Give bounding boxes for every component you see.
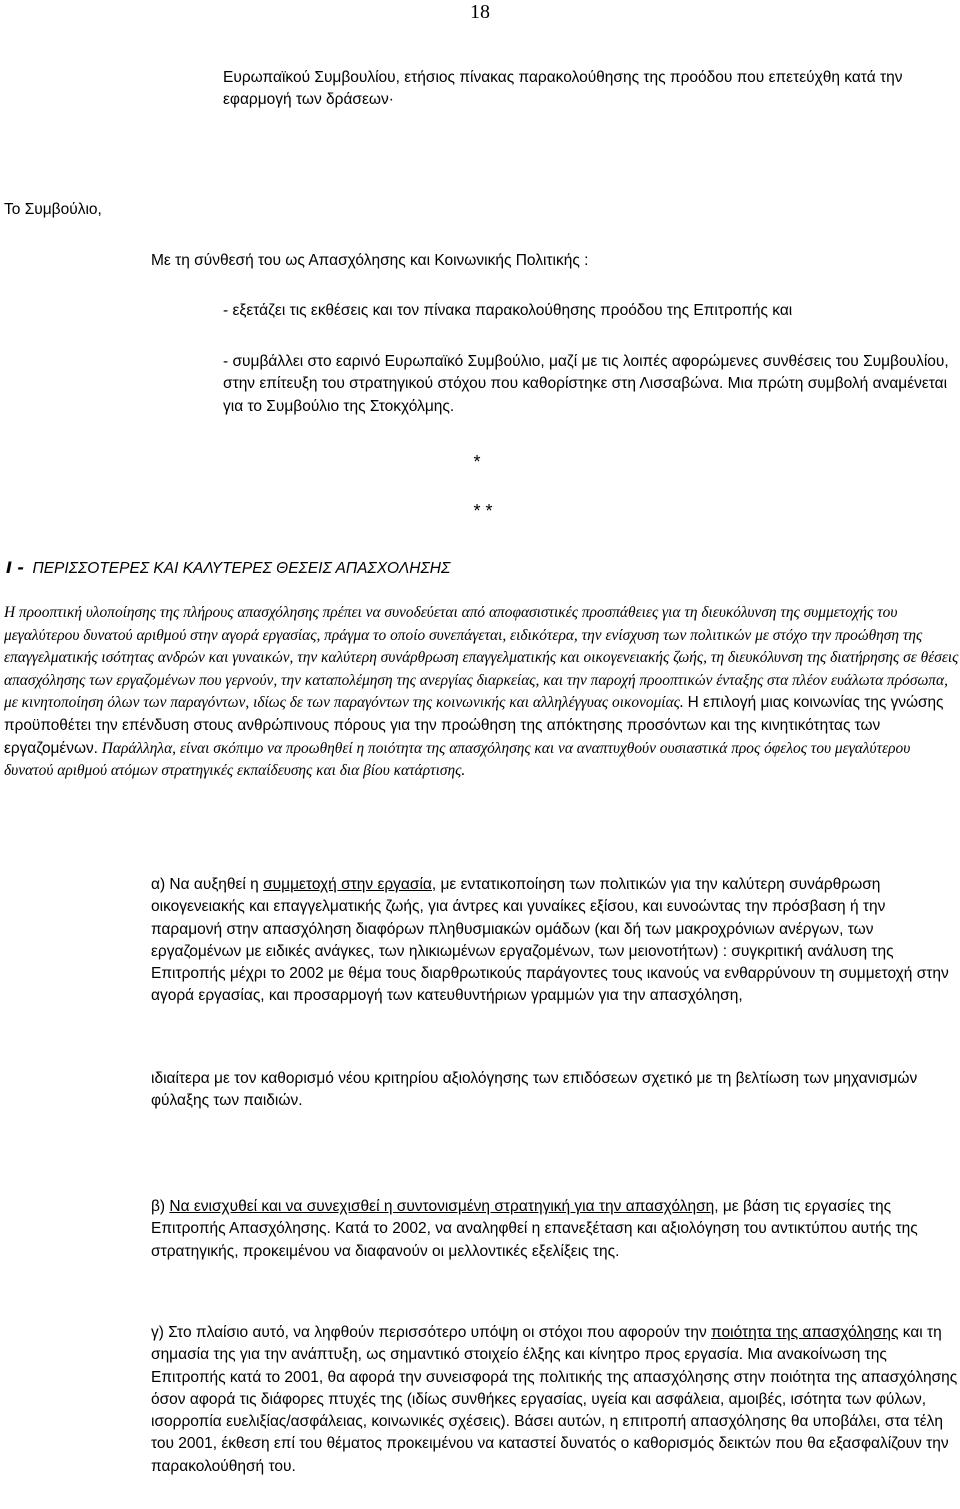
- item-a-paragraph: [151, 874, 958, 1008]
- section-title: ΠΕΡΙΣΣΟΤΕΡΕΣ ΚΑΙ ΚΑΛΥΤΕΡΕΣ ΘΕΣΕΙΣ ΑΠΑΣΧΟΛΗΣΗΣ: [32, 560, 451, 577]
- intro-paragraph: Ευρωπαϊκού Συμβουλίου, ετήσιος πίνακας παρακολούθησης της προόδου που επετεύχθη κατά την εφαρμογή των δράσεων·: [223, 69, 903, 109]
- item-a-prefix: α) Να αυξηθεί η: [151, 876, 264, 893]
- separator-asterisks: * *: [473, 501, 493, 521]
- item-b-prefix: β): [151, 1198, 170, 1215]
- item-a-continuation: ιδιαίτερα με τον καθορισμό νέου κριτηρίου αξιολόγησης των επιδόσεων σχετικό με τη βελτίωση των μηχανισμών φύλαξης των παιδιών.: [151, 1070, 918, 1110]
- section-number: I -: [6, 558, 25, 577]
- item-c-underlined: ποιότητα της απασχόλησης: [711, 1324, 899, 1341]
- item-b-rest: , με βάση τις εργασίες της Επιτροπής Απασχόλησης. Κατά το 2002, να αναληφθεί η επανεξέταση και αξιολόγηση του αντικτύπου αυτής της στρατηγικής, προκειμένου να διαφανούν οι μελλοντικές εξελίξεις της.: [151, 1198, 918, 1260]
- item-c-paragraph: [151, 1322, 958, 1478]
- item-b-underlined: Να ενισχυθεί και να συνεχισθεί η συντονισμένη στρατηγική για την απασχόληση: [169, 1198, 715, 1215]
- item-a-rest: , με εντατικοποίηση των πολιτικών για την καλύτερη συνάρθρωση οικογενειακής και επαγγελματικής ζωής, για άντρες και γυναίκες εξίσου, και ευνοώντας την πρόσβαση ή την παραμονή στην απασχόληση διαφόρων πληθυσμιακών ομάδων (και δή των μακροχρόνιων ανέργων, των εργαζομένων με ειδικές ανάγκες, των ηλικιωμένων εργαζομένων, των μειονοτήτων) : συγκριτική ανάλυση της Επιτροπής μέχρι το 2002 με θέμα τους διαρθρωτικούς παράγοντες τους ικανούς να ενθαρρύνουν τη συμμετοχή στην αγορά εργασίας, και προσαρμογή των κατευθυντήριων γραμμών για την απασχόληση,: [151, 876, 949, 1005]
- bullet-item-examines: - εξετάζει τις εκθέσεις και τον πίνακα παρακολούθησης προόδου της Επιτροπής και: [223, 302, 793, 319]
- main-text-part-3: Παράλληλα, είναι σκόπιμο να προωθηθεί η ποιότητα της απασχόλησης και να αναπτυχθούν ουσιαστικά προς όφελος του μεγαλύτερου δυνατού αριθμού ατόμων στρατηγικές εκπαίδευσης και δια βίου κατάρτισης.: [4, 739, 911, 780]
- page-number: 18: [470, 1, 490, 23]
- item-a-underlined: συμμετοχή στην εργασία: [263, 876, 432, 893]
- main-paragraph: [4, 602, 959, 783]
- item-c-prefix: γ) Στο πλαίσιο αυτό, να ληφθούν περισσότερο υπόψη οι στόχοι που αφορούν την: [151, 1324, 712, 1341]
- item-c-rest: και τη σημασία της για την ανάπτυξη, ως σημαντικό στοιχείο έλξης και κίνητρο προς εργασία. Μια ανακοίνωση της Επιτροπής κατά το 2001, θα αφορά την συνεισφορά της πολιτικής της απασχόλησης στην ποιότητα της απασχόλησης όσον αφορά τις διάφορες πτυχές της (ιδίως συνθήκες εργασίας, υγεία και ασφάλεια, αμοιβές, ισότητα των φύλων, ισορροπία ευελιξίας/ασφάλειας, κοινωνικές σχέσεις). Βάσει αυτών, η επιτροπή απασχόλησης θα υποβάλει, στα τέλη του 2001, έκθεση επί του θέματος προκειμένου να καταστεί δυνατός ο καθορισμός δεικτών που θα εξασφαλίζουν την παρακολούθησή του.: [151, 1324, 958, 1475]
- separator-asterisk: *: [473, 452, 481, 472]
- main-text-part-2: Η επιλογή μιας κοινωνίας της γνώσης προϋποθέτει την επένδυση στους ανθρώπινους πόρους για την προώθηση της απόκτησης προσόντων και της κινητικότητας των εργαζομένων.: [4, 694, 944, 757]
- section-heading: [6, 557, 450, 580]
- composition-line: Με τη σύνθεσή του ως Απασχόλησης και Κοινωνικής Πολιτικής :: [151, 252, 589, 269]
- council-heading: Το Συμβούλιο,: [4, 201, 102, 218]
- item-b-paragraph: [151, 1196, 958, 1263]
- main-text-part-1: Η προοπτική υλοποίησης της πλήρους απασχόλησης πρέπει να συνοδεύεται από αποφασιστικές προσπάθειες για τη διευκόλυνση της συμμετοχής του μεγαλύτερου δυνατού αριθμού στην αγορά εργασίας, πράγμα το οποίο συνεπάγεται, ειδικότερα, την ενίσχυση των πολιτικών με στόχο την προώθηση της επαγγελματικής ισότητας ανδρών και γυναικών, την καλύτερη συνάρθρωση επαγγελματικής και οικογενειακής ζωής, τη διευκόλυνση της διατήρησης σε θέσεις απασχόλησης των εργαζομένων που γερνούν, την καταπολέμηση της ανεργίας διαρκείας, και την παροχή προοπτικών ένταξης στα πλέον ευάλωτα πρόσωπα, με κινητοποίηση όλων των παραγόντων, ιδίως δε των παραγόντων της κοινωνικής και αλληλέγγυας οικονομίας.: [4, 604, 959, 712]
- bullet-item-contributes: - συμβάλλει στο εαρινό Ευρωπαϊκό Συμβούλιο, μαζί με τις λοιπές αφορώμενες συνθέσεις του Συμβουλίου, στην επίτευξη του στρατηγικού στόχου που καθορίστηκε στη Λισσαβώνα. Μια πρώτη συμβολή αναμένεται για το Συμβούλιο της Στοκχόλμης.: [223, 353, 949, 415]
